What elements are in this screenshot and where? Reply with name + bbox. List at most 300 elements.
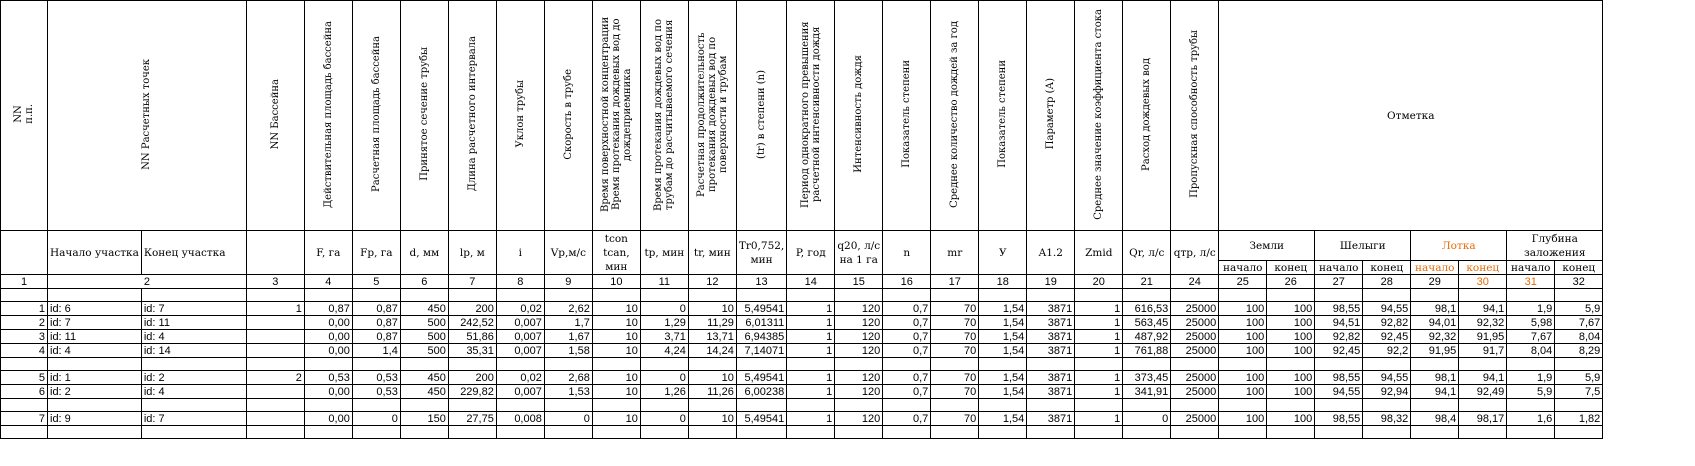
column-number: 3 [246,275,304,289]
header-basin-text: NN Бассейна [269,78,281,150]
table-cell: 98,17 [1459,412,1507,426]
units-q20: q20, л/с на 1 га [835,231,883,275]
table-cell: 98,55 [1315,302,1363,316]
column-number: 6 [400,275,448,289]
column-number: 18 [979,275,1027,289]
header-length-text: Длина расчетного интервала [466,36,478,192]
table-cell: 5 [1,371,48,385]
table-cell: id: 1 [48,371,142,385]
table-cell: 51,86 [448,330,496,344]
column-number-row [1,275,1603,289]
header-param-a [1027,1,1075,231]
units-qr: Qr, л/с [1123,231,1171,275]
table-cell: 13,71 [688,330,736,344]
table-cell: 25000 [1171,302,1219,316]
table-cell: id: 2 [141,371,246,385]
table-cell: 6,00238 [736,385,786,399]
units-start: Начало участка [48,231,142,275]
table-cell: 5,9 [1555,371,1603,385]
header-length [448,1,496,231]
header-flow [1123,1,1171,231]
header-tr-pow-text: (tr) в степени (n) [756,69,768,159]
units-vp: Vр,м/с [544,231,592,275]
units-tcon: tcon tcan, мин [592,231,640,275]
table-cell: 100 [1219,344,1267,358]
table-cell: 94,55 [1363,302,1411,316]
header-capacity [1171,1,1219,231]
table-cell: 25000 [1171,371,1219,385]
column-number: 20 [1075,275,1123,289]
table-cell: 1,67 [544,330,592,344]
column-number: 9 [544,275,592,289]
table-cell: 1,26 [640,385,688,399]
table-cell: 100 [1219,316,1267,330]
table-cell: 92,45 [1315,344,1363,358]
table-cell: 8,04 [1555,330,1603,344]
table-cell: 1,7 [544,316,592,330]
table-cell: 10 [592,344,640,358]
header-area-calc-text: Расчетная площадь бассейна [370,36,382,192]
table-cell: 487,92 [1123,330,1171,344]
units-n: n [883,231,931,275]
table-cell: 35,31 [448,344,496,358]
table-cell: id: 9 [48,412,142,426]
table-cell: 94,01 [1411,316,1459,330]
table-cell: 0 [640,302,688,316]
table-cell [246,412,304,426]
table-cell: 1 [1075,330,1123,344]
column-number: 17 [931,275,979,289]
table-cell: 94,1 [1411,385,1459,399]
table-cell: 1 [1075,371,1123,385]
table-cell: id: 11 [48,330,142,344]
table-cell: 92,94 [1363,385,1411,399]
table-cell: 5,9 [1555,302,1603,316]
header-tr-pow [736,1,786,231]
table-cell: 5,49541 [736,302,786,316]
table-cell: 500 [400,344,448,358]
table-cell: 1,54 [979,412,1027,426]
header-period [787,1,835,231]
table-cell: 1 [1075,385,1123,399]
table-cell: 0,7 [883,344,931,358]
table-row [1,385,1603,399]
header-zmid [1075,1,1123,231]
table-cell: id: 4 [141,330,246,344]
table-cell: 98,1 [1411,302,1459,316]
table-cell: 92,45 [1363,330,1411,344]
table-cell: 100 [1267,330,1315,344]
table-cell: 98,55 [1315,412,1363,426]
table-cell: 1,53 [544,385,592,399]
header-y-exp [979,1,1027,231]
table-cell: 0,008 [496,412,544,426]
header-nn-text: NN п.п. [13,104,35,124]
table-cell: 200 [448,302,496,316]
table-cell: 120 [835,330,883,344]
column-number: 31 [1507,275,1555,289]
table-cell: id: 2 [48,385,142,399]
table-cell: 11,26 [688,385,736,399]
column-number: 19 [1027,275,1075,289]
header-n-exp [883,1,931,231]
column-number: 15 [835,275,883,289]
sub-depth-begin: начало [1507,261,1555,275]
table-cell: 25000 [1171,330,1219,344]
table-cell: id: 7 [141,412,246,426]
table-cell: 5,49541 [736,412,786,426]
header-intensity-text: Интенсивность дождя [853,55,865,173]
table-cell: 6,01311 [736,316,786,330]
units-d: d, мм [400,231,448,275]
table-cell: 10 [688,412,736,426]
table-cell: 0,53 [352,385,400,399]
table-cell: 0 [640,412,688,426]
header-nn [1,1,48,231]
units-tr: tr, мин [688,231,736,275]
table-cell: 5,98 [1507,316,1555,330]
table-cell: 10 [592,412,640,426]
table-cell: 70 [931,371,979,385]
table-cell: 92,32 [1411,330,1459,344]
table-cell: 3 [1,330,48,344]
table-cell: 94,1 [1459,371,1507,385]
table-cell: 0,87 [352,316,400,330]
table-row [1,302,1603,316]
table-cell: 1,9 [1507,371,1555,385]
sub-traytop-end: конец [1363,261,1411,275]
header-mr [931,1,979,231]
header-t-con-text: Время поверхностной концентрации Время протекания дождевых вод до дождеприемника [599,16,633,212]
header-capacity-text: Пропускная способность трубы [1189,30,1201,198]
table-cell: 70 [931,385,979,399]
table-cell: 200 [448,371,496,385]
header-t-pipe-text: Время протекания дождевых вод по трубам до расчитываемого сечения [653,17,676,211]
table-cell: 100 [1219,412,1267,426]
sub-traytop-begin: начало [1315,261,1363,275]
table-cell: 98,55 [1315,371,1363,385]
table-cell: 7,67 [1555,316,1603,330]
table-cell: 3871 [1027,330,1075,344]
table-cell: 0,7 [883,302,931,316]
units-ground: Земли [1219,231,1315,261]
table-cell: 100 [1219,385,1267,399]
header-intensity [835,1,883,231]
table-cell: 25000 [1171,385,1219,399]
table-cell: 1 [787,412,835,426]
column-number: 29 [1411,275,1459,289]
table-cell: 92,82 [1315,330,1363,344]
table-cell: 0 [544,412,592,426]
column-number: 32 [1555,275,1603,289]
header-t-total [688,1,736,231]
table-cell: 100 [1267,344,1315,358]
table-cell: 25000 [1171,344,1219,358]
header-area-calc [352,1,400,231]
table-cell: 120 [835,316,883,330]
table-cell: 1 [787,316,835,330]
table-cell: 94,55 [1363,371,1411,385]
table-cell: 6,94385 [736,330,786,344]
table-cell: 1 [1075,316,1123,330]
table-cell: 0,7 [883,412,931,426]
table-cell: 5,49541 [736,371,786,385]
units-mr: mr [931,231,979,275]
table-cell: 0,02 [496,302,544,316]
units-F: F, га [304,231,352,275]
sub-depth-end: конец [1555,261,1603,275]
table-cell: 25000 [1171,412,1219,426]
table-cell: 1,54 [979,344,1027,358]
table-cell: 1,54 [979,302,1027,316]
table-cell: 6 [1,385,48,399]
table-cell: 100 [1267,385,1315,399]
header-slope [496,1,544,231]
table-cell: 1,82 [1555,412,1603,426]
table-cell: 94,1 [1459,302,1507,316]
table-cell: 120 [835,371,883,385]
header-n-exp-text: Показатель степени [901,60,913,168]
table-cell: 2,68 [544,371,592,385]
column-number: 12 [688,275,736,289]
table-cell: 7 [1,412,48,426]
table-cell: 92,49 [1459,385,1507,399]
table-cell: 94,55 [1315,385,1363,399]
table-cell: id: 4 [141,385,246,399]
table-cell: 8,29 [1555,344,1603,358]
table-cell: 1 [1,302,48,316]
table-cell: 373,45 [1123,371,1171,385]
table-cell: 92,2 [1363,344,1411,358]
table-cell: 120 [835,302,883,316]
table-cell: 1 [787,385,835,399]
table-cell: 4 [1,344,48,358]
table-cell: 70 [931,412,979,426]
header-param-a-text: Параметр (А) [1045,78,1057,150]
header-mark: Отметка [1219,1,1603,231]
table-cell: id: 7 [48,316,142,330]
table-cell: 91,95 [1411,344,1459,358]
units-qtr: qтр, л/с [1171,231,1219,275]
table-cell: 7,67 [1507,330,1555,344]
column-number: 21 [1123,275,1171,289]
table-cell: 1,9 [1507,302,1555,316]
column-number: 10 [592,275,640,289]
sub-ground-end: конец [1267,261,1315,275]
table-cell: 0,007 [496,316,544,330]
table-cell: 100 [1267,316,1315,330]
table-cell: 0,007 [496,344,544,358]
table-cell: 0,53 [304,371,352,385]
table-body [1,289,1603,439]
column-number: 30 [1459,275,1507,289]
table-cell: 1,4 [352,344,400,358]
header-slope-text: Уклон трубы [514,80,526,148]
table-cell: 0,7 [883,316,931,330]
table-cell: 70 [931,302,979,316]
table-cell: 1,54 [979,385,1027,399]
table-cell: 1,6 [1507,412,1555,426]
header-flow-text: Расход дождевых вод [1141,57,1153,171]
header-period-text: Период однократного превышения расчетной интенсивности дождя [799,20,822,208]
units-tr075: Tr0,752, мин [736,231,786,275]
units-depth: Глубина заложения [1507,231,1603,261]
units-tp: tp, мин [640,231,688,275]
table-cell: 2 [246,371,304,385]
table-cell: 0,007 [496,330,544,344]
units-end: Конец участка [141,231,246,275]
column-number: 5 [352,275,400,289]
column-number: 1 [1,275,48,289]
units-i: i [496,231,544,275]
header-y-exp-text: Показатель степени [997,60,1009,168]
table-cell: 120 [835,385,883,399]
table-cell: 100 [1219,302,1267,316]
table-cell: 0,87 [352,330,400,344]
table-cell: 563,45 [1123,316,1171,330]
table-cell: 120 [835,344,883,358]
table-cell: 91,95 [1459,330,1507,344]
table-cell [246,330,304,344]
sub-tray-end: конец [1459,261,1507,275]
table-cell: 3,71 [640,330,688,344]
table-cell: 98,32 [1363,412,1411,426]
table-cell: 98,4 [1411,412,1459,426]
table-cell: 25000 [1171,316,1219,330]
sub-tray-begin: начало [1411,261,1459,275]
table-cell: 450 [400,385,448,399]
units-lp: lр, м [448,231,496,275]
table-cell: 0,02 [496,371,544,385]
header-speed [544,1,592,231]
table-cell: 0,00 [304,385,352,399]
units-a12: A1.2 [1027,231,1075,275]
units-zmid: Zmid [1075,231,1123,275]
table-cell: 1,54 [979,330,1027,344]
table-cell: id: 4 [48,344,142,358]
table-cell: 10 [592,385,640,399]
table-cell: id: 6 [48,302,142,316]
table-cell: 1 [787,330,835,344]
units-P: P, год [787,231,835,275]
units-basin [246,231,304,275]
table-cell: 1 [1075,302,1123,316]
table-cell: 10 [688,371,736,385]
table-cell: 0,007 [496,385,544,399]
table-cell: 0,7 [883,371,931,385]
table-cell: 3871 [1027,302,1075,316]
table-cell: 100 [1267,371,1315,385]
table-cell: 0,00 [304,412,352,426]
header-t-con [592,1,640,231]
table-cell: 100 [1267,302,1315,316]
table-cell: 70 [931,316,979,330]
table-cell: 0,7 [883,330,931,344]
table-cell: 229,82 [448,385,496,399]
table-cell: 3871 [1027,316,1075,330]
table-cell: 0,7 [883,385,931,399]
table-cell: 761,88 [1123,344,1171,358]
units-tray: Лотка [1411,231,1507,261]
table-cell: 3871 [1027,344,1075,358]
table-cell: 0,87 [304,302,352,316]
header-area-actual [304,1,352,231]
table-cell: 120 [835,412,883,426]
table-cell: 94,51 [1315,316,1363,330]
table-cell: 10 [688,302,736,316]
column-number: 16 [883,275,931,289]
table-cell: 0,00 [304,316,352,330]
header-mr-text: Среднее количество дождей за год [949,20,961,208]
table-cell: 500 [400,330,448,344]
table-cell: 0,00 [304,330,352,344]
header-t-pipe [640,1,688,231]
table-cell: 3871 [1027,412,1075,426]
group-separator-row [1,358,1603,371]
header-row-units [1,231,1603,261]
table-cell: 5,9 [1507,385,1555,399]
table-cell: 10 [592,330,640,344]
table-cell: 150 [400,412,448,426]
table-cell: 1,54 [979,371,1027,385]
table-cell: 1,29 [640,316,688,330]
table-cell: 1,54 [979,316,1027,330]
header-points [48,1,247,231]
group-separator-row [1,426,1603,439]
header-t-total-text: Расчетная продолжительность протекания дождевых вод по поверхности и трубам [695,31,729,197]
table-cell: 3871 [1027,385,1075,399]
table-cell: 0 [640,371,688,385]
table-cell: 0 [352,412,400,426]
table-cell: 11,29 [688,316,736,330]
column-number: 25 [1219,275,1267,289]
table-cell: 2 [1,316,48,330]
table-cell: 8,04 [1507,344,1555,358]
table-cell: 0,00 [304,344,352,358]
table-row [1,330,1603,344]
table-row [1,316,1603,330]
table-cell: 450 [400,371,448,385]
table-row [1,371,1603,385]
header-points-text: NN Расчетных точек [141,58,153,170]
column-number: 7 [448,275,496,289]
table-cell: 7,14071 [736,344,786,358]
table-cell: 0 [1123,412,1171,426]
table-cell: 10 [592,371,640,385]
table-cell: 27,75 [448,412,496,426]
column-number: 8 [496,275,544,289]
table-cell: 91,7 [1459,344,1507,358]
header-zmid-text: Среднее значение коэффициента стока [1093,8,1105,220]
units-nn [1,231,48,275]
table-cell: 70 [931,344,979,358]
table-cell: 92,82 [1363,316,1411,330]
units-tray-top: Шелыги [1315,231,1411,261]
table-cell: 500 [400,316,448,330]
table-cell: 4,24 [640,344,688,358]
table-cell: 0,87 [352,302,400,316]
column-number: 24 [1171,275,1219,289]
table-cell: id: 11 [141,316,246,330]
table-cell: 10 [592,316,640,330]
table-cell: 92,32 [1459,316,1507,330]
spacer-row [1,289,1603,302]
column-number: 27 [1315,275,1363,289]
header-area-actual-text: Действительная площадь бассейна [322,20,334,208]
table-cell [246,316,304,330]
table-cell: 98,1 [1411,371,1459,385]
column-number: 26 [1267,275,1315,289]
